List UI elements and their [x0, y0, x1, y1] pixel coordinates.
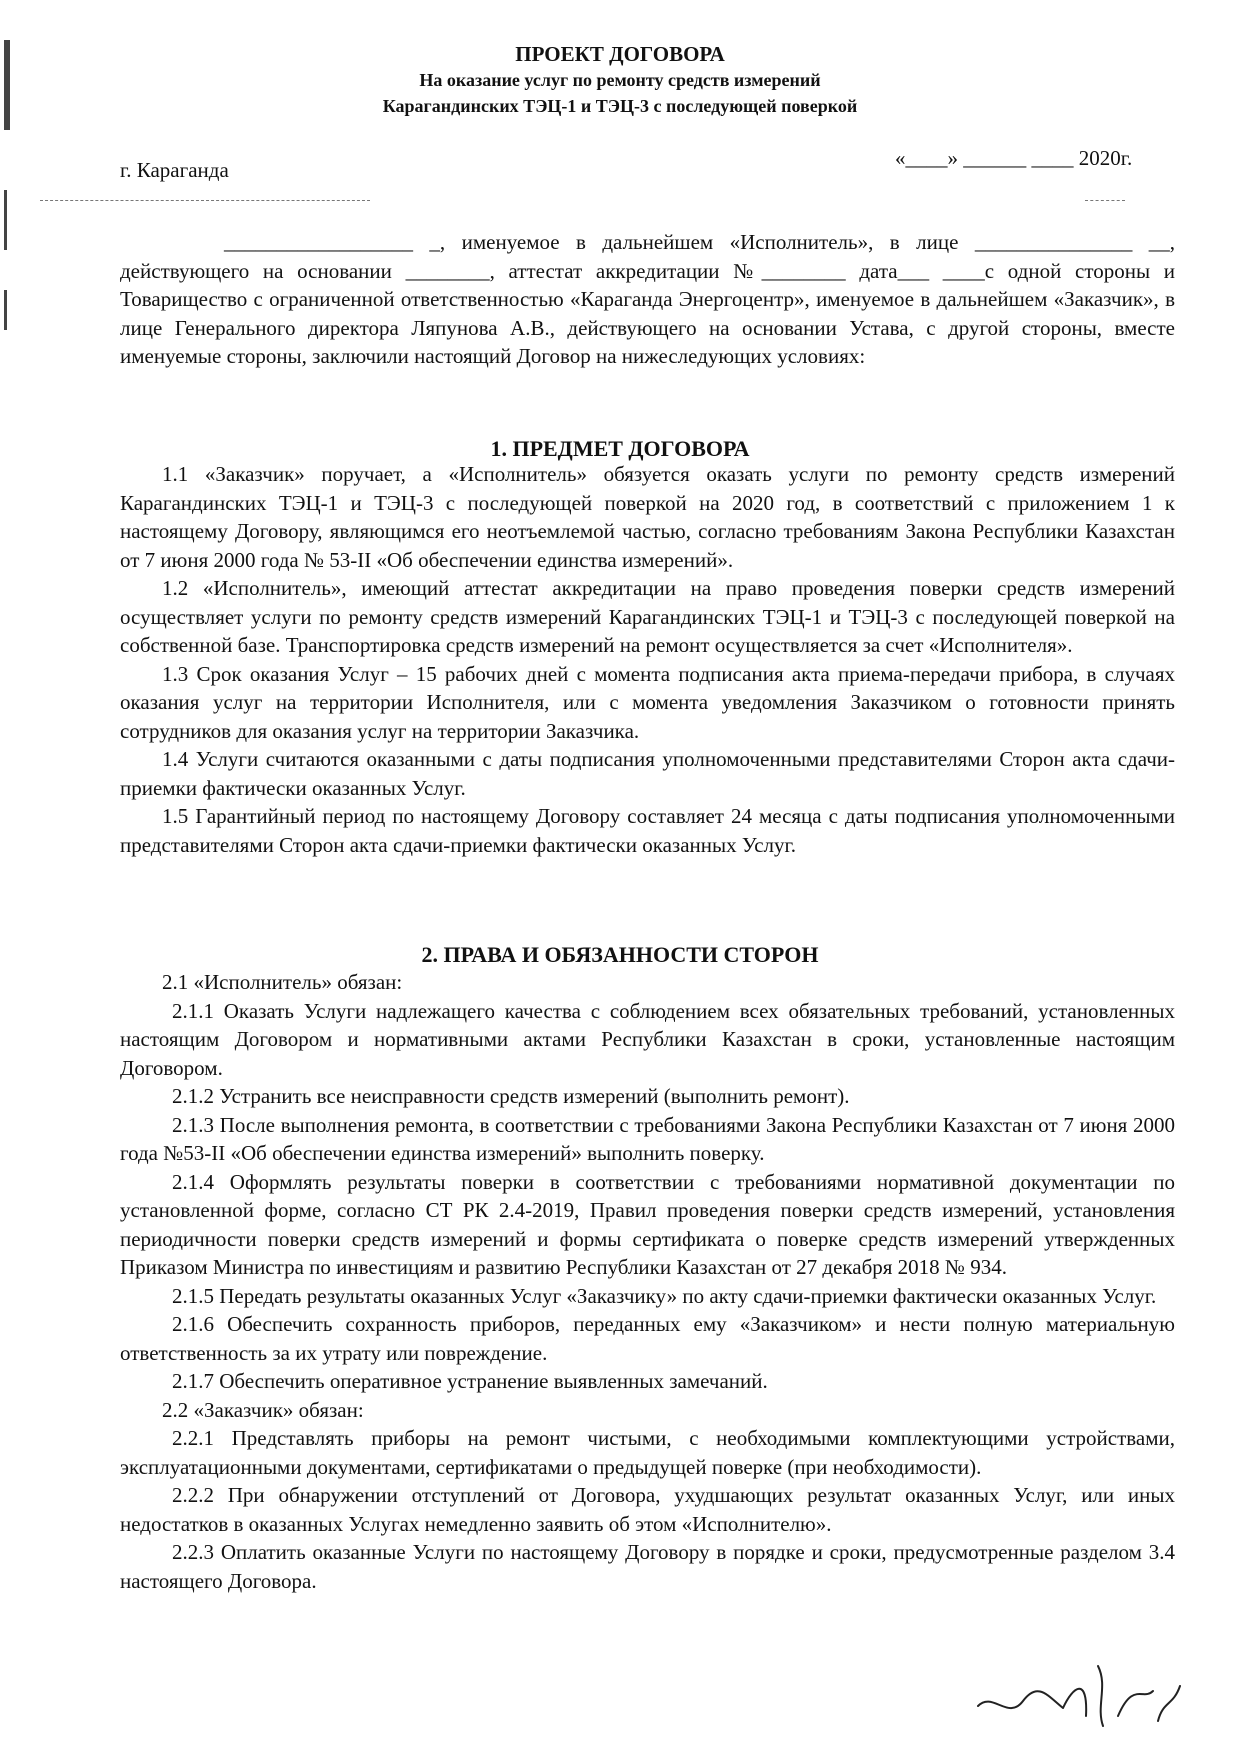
- clause: 1.4 Услуги считаются оказанными с даты подписания уполномоченными представителями Сторон акта сдачи-приемки фактически оказанных Услуг.: [120, 747, 1175, 800]
- section-heading: 2. ПРАВА И ОБЯЗАННОСТИ СТОРОН: [421, 942, 819, 967]
- clause: 1.5 Гарантийный период по настоящему Договору составляет 24 месяца с даты подписания уполномоченными представителями Сторон акта сдачи-приемки фактически оказанных Услуг.: [120, 804, 1175, 857]
- scan-edge-mark: [4, 190, 7, 250]
- section-2-header: [0, 942, 1240, 968]
- clause: 1.3 Срок оказания Услуг – 15 рабочих дней с момента подписания акта приема-передачи прибора, в случаях оказания услуг на территории Исполнителя, или с момента уведомления Заказчиком о готовности принять сотрудников для оказания услуг на территории Заказчика.: [120, 661, 1175, 743]
- city-label: г. Караганда: [120, 158, 229, 182]
- clause: 2.1.5 Передать результаты оказанных Услуг «Заказчику» по акту сдачи-приемки фактически оказанных Услуг.: [172, 1283, 1157, 1308]
- clause: 2.2.3 Оплатить оказанные Услуги по настоящему Договору в порядке и сроки, предусмотренные разделом 3.4 настоящего Договора.: [120, 1540, 1175, 1593]
- clause: 2.1.2 Устранить все неисправности средств измерений (выполнить ремонт).: [172, 1084, 850, 1108]
- clause: 1.2 «Исполнитель», имеющий аттестат аккредитации на право проведения поверки средств измерений осуществляет услуги по ремонту средств измерений Карагандинских ТЭЦ-1 и ТЭЦ-3 с последующей поверкой на собственной базе. Транспортировка средств измерений на ремонт осуществляется за счет «Исполнителя».: [120, 576, 1175, 657]
- clause: 1.1 «Заказчик» поручает, а «Исполнитель» обязуется оказать услуги по ремонту средств измерений Карагандинских ТЭЦ-1 и ТЭЦ-3 с последующей поверкой на 2020 год, в соответствий с приложением 1 к настоящему Договору, являющимся его неотъемлемой частью, согласно требованиям Закона Республики Казахстан от 7 июня 2000 года № 53-II «Об обеспечении единства измерений».: [120, 462, 1175, 572]
- clause: 2.2 «Заказчик» обязан:: [162, 1397, 364, 1422]
- document-subtitle-2: Карагандинских ТЭЦ-1 и ТЭЦ-3 с последующей поверкой: [382, 96, 858, 116]
- section-heading: 1. ПРЕДМЕТ ДОГОВОРА: [490, 436, 750, 461]
- section-1-header: [0, 436, 1240, 462]
- clause: 2.1.4 Оформлять результаты поверки в соответствии с требованиями нормативной документации по установленной форме, согласно СТ РК 2.4-2019, Правил проведения поверки средств измерений, установления периодичности поверки средств измерений и формы сертификата о поверке средств измерений утвержденных Приказом Министра по инвестициям и развитию Республики Казахстан от 27 декабря 2018 № 934.: [120, 1169, 1175, 1279]
- clause: 2.2.1 Представлять приборы на ремонт чистыми, с необходимыми комплектующими устройствами, эксплуатационными документами, сертификатами о предыдущей поверке (при необходимости).: [120, 1426, 1175, 1479]
- document-subtitle-1: На оказание услуг по ремонту средств измерений: [419, 70, 821, 90]
- clause: 2.1.6 Обеспечить сохранность приборов, переданных ему «Заказчиком» и нести полную материальную ответственность за их утрату или повреждение.: [120, 1312, 1175, 1365]
- scan-edge-mark: [4, 290, 7, 330]
- divider-left: [40, 200, 370, 201]
- clause: 2.2.2 При обнаружении отступлений от Договора, ухудшающих результат оказанных Услуг, или иных недостатков в оказанных Услугах немедленно заявить об этом «Исполнителю».: [120, 1483, 1175, 1536]
- clause: 2.1.7 Обеспечить оперативное устранение выявленных замечаний.: [172, 1369, 768, 1393]
- clause: 2.1 «Исполнитель» обязан:: [162, 970, 403, 994]
- document-title: ПРОЕКТ ДОГОВОРА: [515, 42, 725, 66]
- divider-right: [1085, 200, 1125, 201]
- section-1-body: [120, 460, 1175, 859]
- intro-paragraph: [120, 228, 1175, 371]
- clause: 2.1.1 Оказать Услуги надлежащего качества с соблюдением всех обязательных требований, установленных настоящим Договором и нормативными актами Республики Казахстан в сроки, установленные настоящим Договором.: [120, 998, 1175, 1080]
- section-2-body: [120, 968, 1175, 1595]
- date-label: «____» ______ ____ 2020г.: [895, 146, 1133, 170]
- intro-text: __________________ _, именуемое в дальнейшем «Исполнитель», в лице _______________ __, действующего на основании ________, аттестат аккредитации №________ дата___ ____с одной стороны и Товарищество с ограниченной ответственностью «Караганда Энергоцентр», именуемое в дальнейшем «Заказчик», в лице Генерального директора Ляпунова А.В., действующего на основании Устава, с другой стороны, вместе именуемые стороны, заключили настоящий Договор на нижеследующих условиях:: [120, 230, 1175, 368]
- clause: 2.1.3 После выполнения ремонта, в соответствии с требованиями Закона Республики Казахстан от 7 июня 2000 года №53-II «Об обеспечении единства измерений» выполнить поверку.: [120, 1112, 1175, 1165]
- handwritten-signature: [968, 1646, 1188, 1736]
